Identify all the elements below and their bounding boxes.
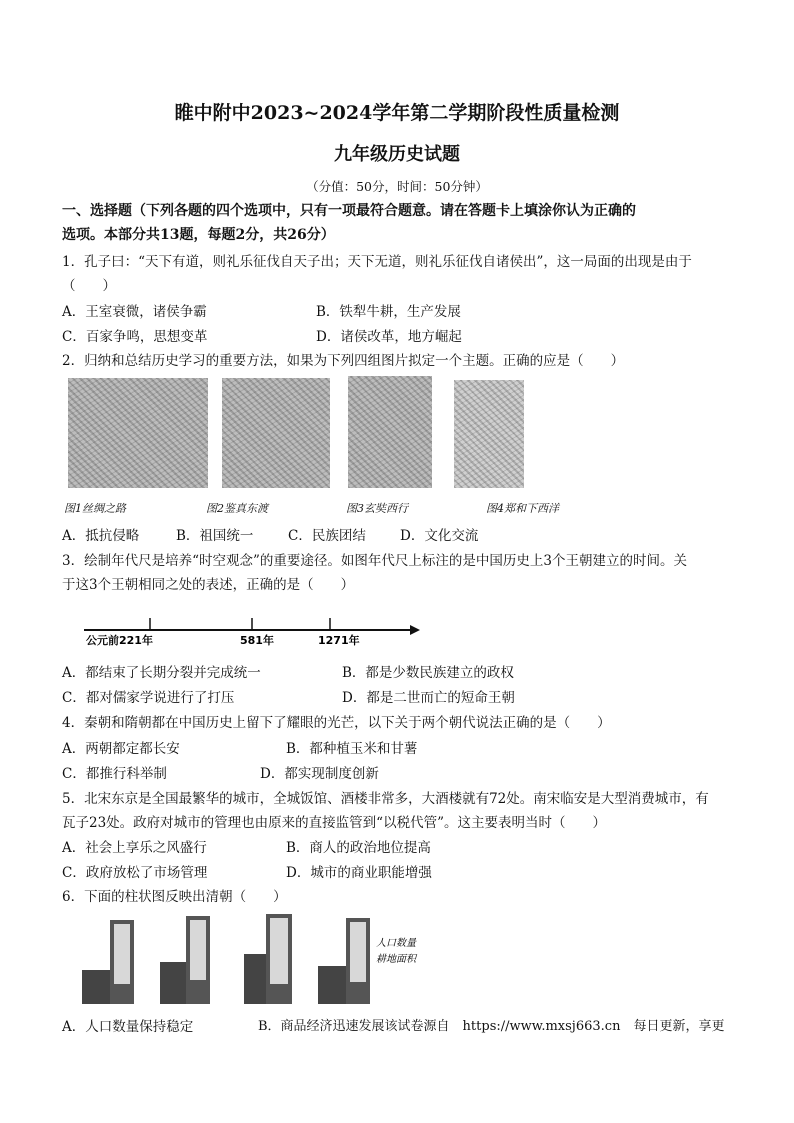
q1-option-c: C．百家争鸣，思想变革 (62, 329, 208, 345)
q6-option-b: B．商品经济迅速发展该试卷源自 https://www.mxsj663.cn 每日更新，享更 (258, 1019, 725, 1034)
exam-subtitle: 九年级历史试题 (334, 144, 460, 165)
timeline-label-221bc: 公元前221年 (86, 634, 153, 647)
q6-option-a: A．人口数量保持稳定 (62, 1019, 194, 1035)
q1-option-b: B．铁犁牛耕，生产发展 (316, 304, 461, 320)
q6-bar-chart (78, 912, 438, 1008)
bar-pair-2 (160, 916, 210, 1004)
q2-option-c: C．民族团结 (288, 528, 366, 544)
q4-option-a: A．两朝都定都长安 (62, 741, 180, 757)
q5-option-b: B．商人的政治地位提高 (286, 840, 431, 856)
q4-option-c: C．都推行科举制 (62, 766, 167, 782)
q1-option-a: A．王室衰微，诸侯争霸 (62, 304, 207, 320)
q3-stem-line1: 3．绘制年代尺是培养“时空观念”的重要途径。如图年代尺上标注的是中国历史上3个王朝建立的时间。关 (62, 553, 687, 569)
q3-option-c: C．都对儒家学说进行了打压 (62, 690, 235, 706)
xuanzang-picture (348, 376, 432, 488)
bar-2b-hatch (190, 920, 206, 980)
caption-fig4: 图4郑和下西洋 (486, 502, 559, 515)
zhenghe-picture (454, 380, 524, 488)
q2-option-a: A．抵抗侵略 (62, 528, 140, 544)
silk-road-picture (68, 378, 208, 488)
q3-option-b: B．都是少数民族建立的政权 (342, 665, 514, 681)
q1-option-d: D．诸侯改革，地方崛起 (316, 329, 462, 345)
q5-stem-line2: 瓦子23处。政府对城市的管理也由原来的直接监管到“以税代管”。这主要表明当时（ ） (62, 815, 606, 831)
timeline-label-1271: 1271年 (318, 634, 360, 647)
q5-option-c: C．政府放松了市场管理 (62, 865, 208, 881)
q4-option-b: B．都种植玉米和甘薯 (286, 741, 418, 757)
q3-stem-line2: 于这3个王朝相同之处的表述，正确的是（ ） (62, 577, 355, 593)
q4-option-d: D．都实现制度创新 (260, 766, 379, 782)
timeline (80, 608, 425, 650)
bar-pair-4 (318, 918, 370, 1004)
bar-1b-hatch (114, 924, 130, 984)
q1-stem-line1: 1．孔子曰：“天下有道，则礼乐征伐自天子出；天下无道，则礼乐征伐自诸侯出”，这一局面的出现是由于 (62, 254, 692, 270)
timeline-label-581: 581年 (240, 634, 274, 647)
q5-stem-line1: 5．北宋东京是全国最繁华的城市，全城饭馆、酒楼非常多，大酒楼就有72处。南宋临安是大型消费城市，有 (62, 791, 709, 807)
legend-farmland: 耕地面积 (376, 954, 416, 965)
q1-stem-line2: （ ） (62, 278, 116, 294)
timeline-arrow (410, 625, 420, 635)
bar-2a (160, 962, 186, 1004)
q2-option-b: B．祖国统一 (176, 528, 254, 544)
bar-3a (244, 954, 266, 1004)
q5-option-a: A．社会上享乐之风盛行 (62, 840, 207, 856)
caption-fig3: 图3玄奘西行 (346, 502, 408, 515)
q6-stem: 6．下面的柱状图反映出清朝（ ） (62, 889, 287, 905)
q4-stem: 4．秦朝和隋朝都在中国历史上留下了耀眼的光芒，以下关于两个朝代说法正确的是（ ） (62, 715, 611, 731)
exam-title: 睢中附中2023~2024学年第二学期阶段性质量检测 (174, 102, 620, 124)
bar-4a (318, 966, 346, 1004)
caption-fig2: 图2鉴真东渡 (206, 502, 268, 515)
bar-4b-hatch (350, 922, 366, 982)
section-heading-line1: 一、选择题（下列各题的四个选项中，只有一项最符合题意。请在答题卡上填涂你认为正确的 (62, 203, 636, 219)
bar-3b-hatch (270, 918, 288, 984)
bar-pair-1 (82, 920, 134, 1004)
q3-option-d: D．都是二世而亡的短命王朝 (342, 690, 515, 706)
section-heading-line2: 选项。本部分共13题，每题2分，共26分） (62, 227, 335, 243)
q2-option-d: D．文化交流 (400, 528, 479, 544)
legend-population: 人口数量 (376, 938, 416, 949)
jianzhen-picture (222, 378, 330, 488)
score-info: （分值：50分，时间：50分钟） (306, 179, 488, 194)
bar-pair-3 (244, 914, 292, 1004)
caption-fig1: 图1丝绸之路 (64, 502, 126, 515)
q2-stem: 2．归纳和总结历史学习的重要方法，如果为下列四组图片拟定一个主题。正确的应是（ ） (62, 353, 625, 369)
bar-1a (82, 970, 110, 1004)
q5-option-d: D．城市的商业职能增强 (286, 865, 432, 881)
q3-option-a: A．都结束了长期分裂并完成统一 (62, 665, 261, 681)
